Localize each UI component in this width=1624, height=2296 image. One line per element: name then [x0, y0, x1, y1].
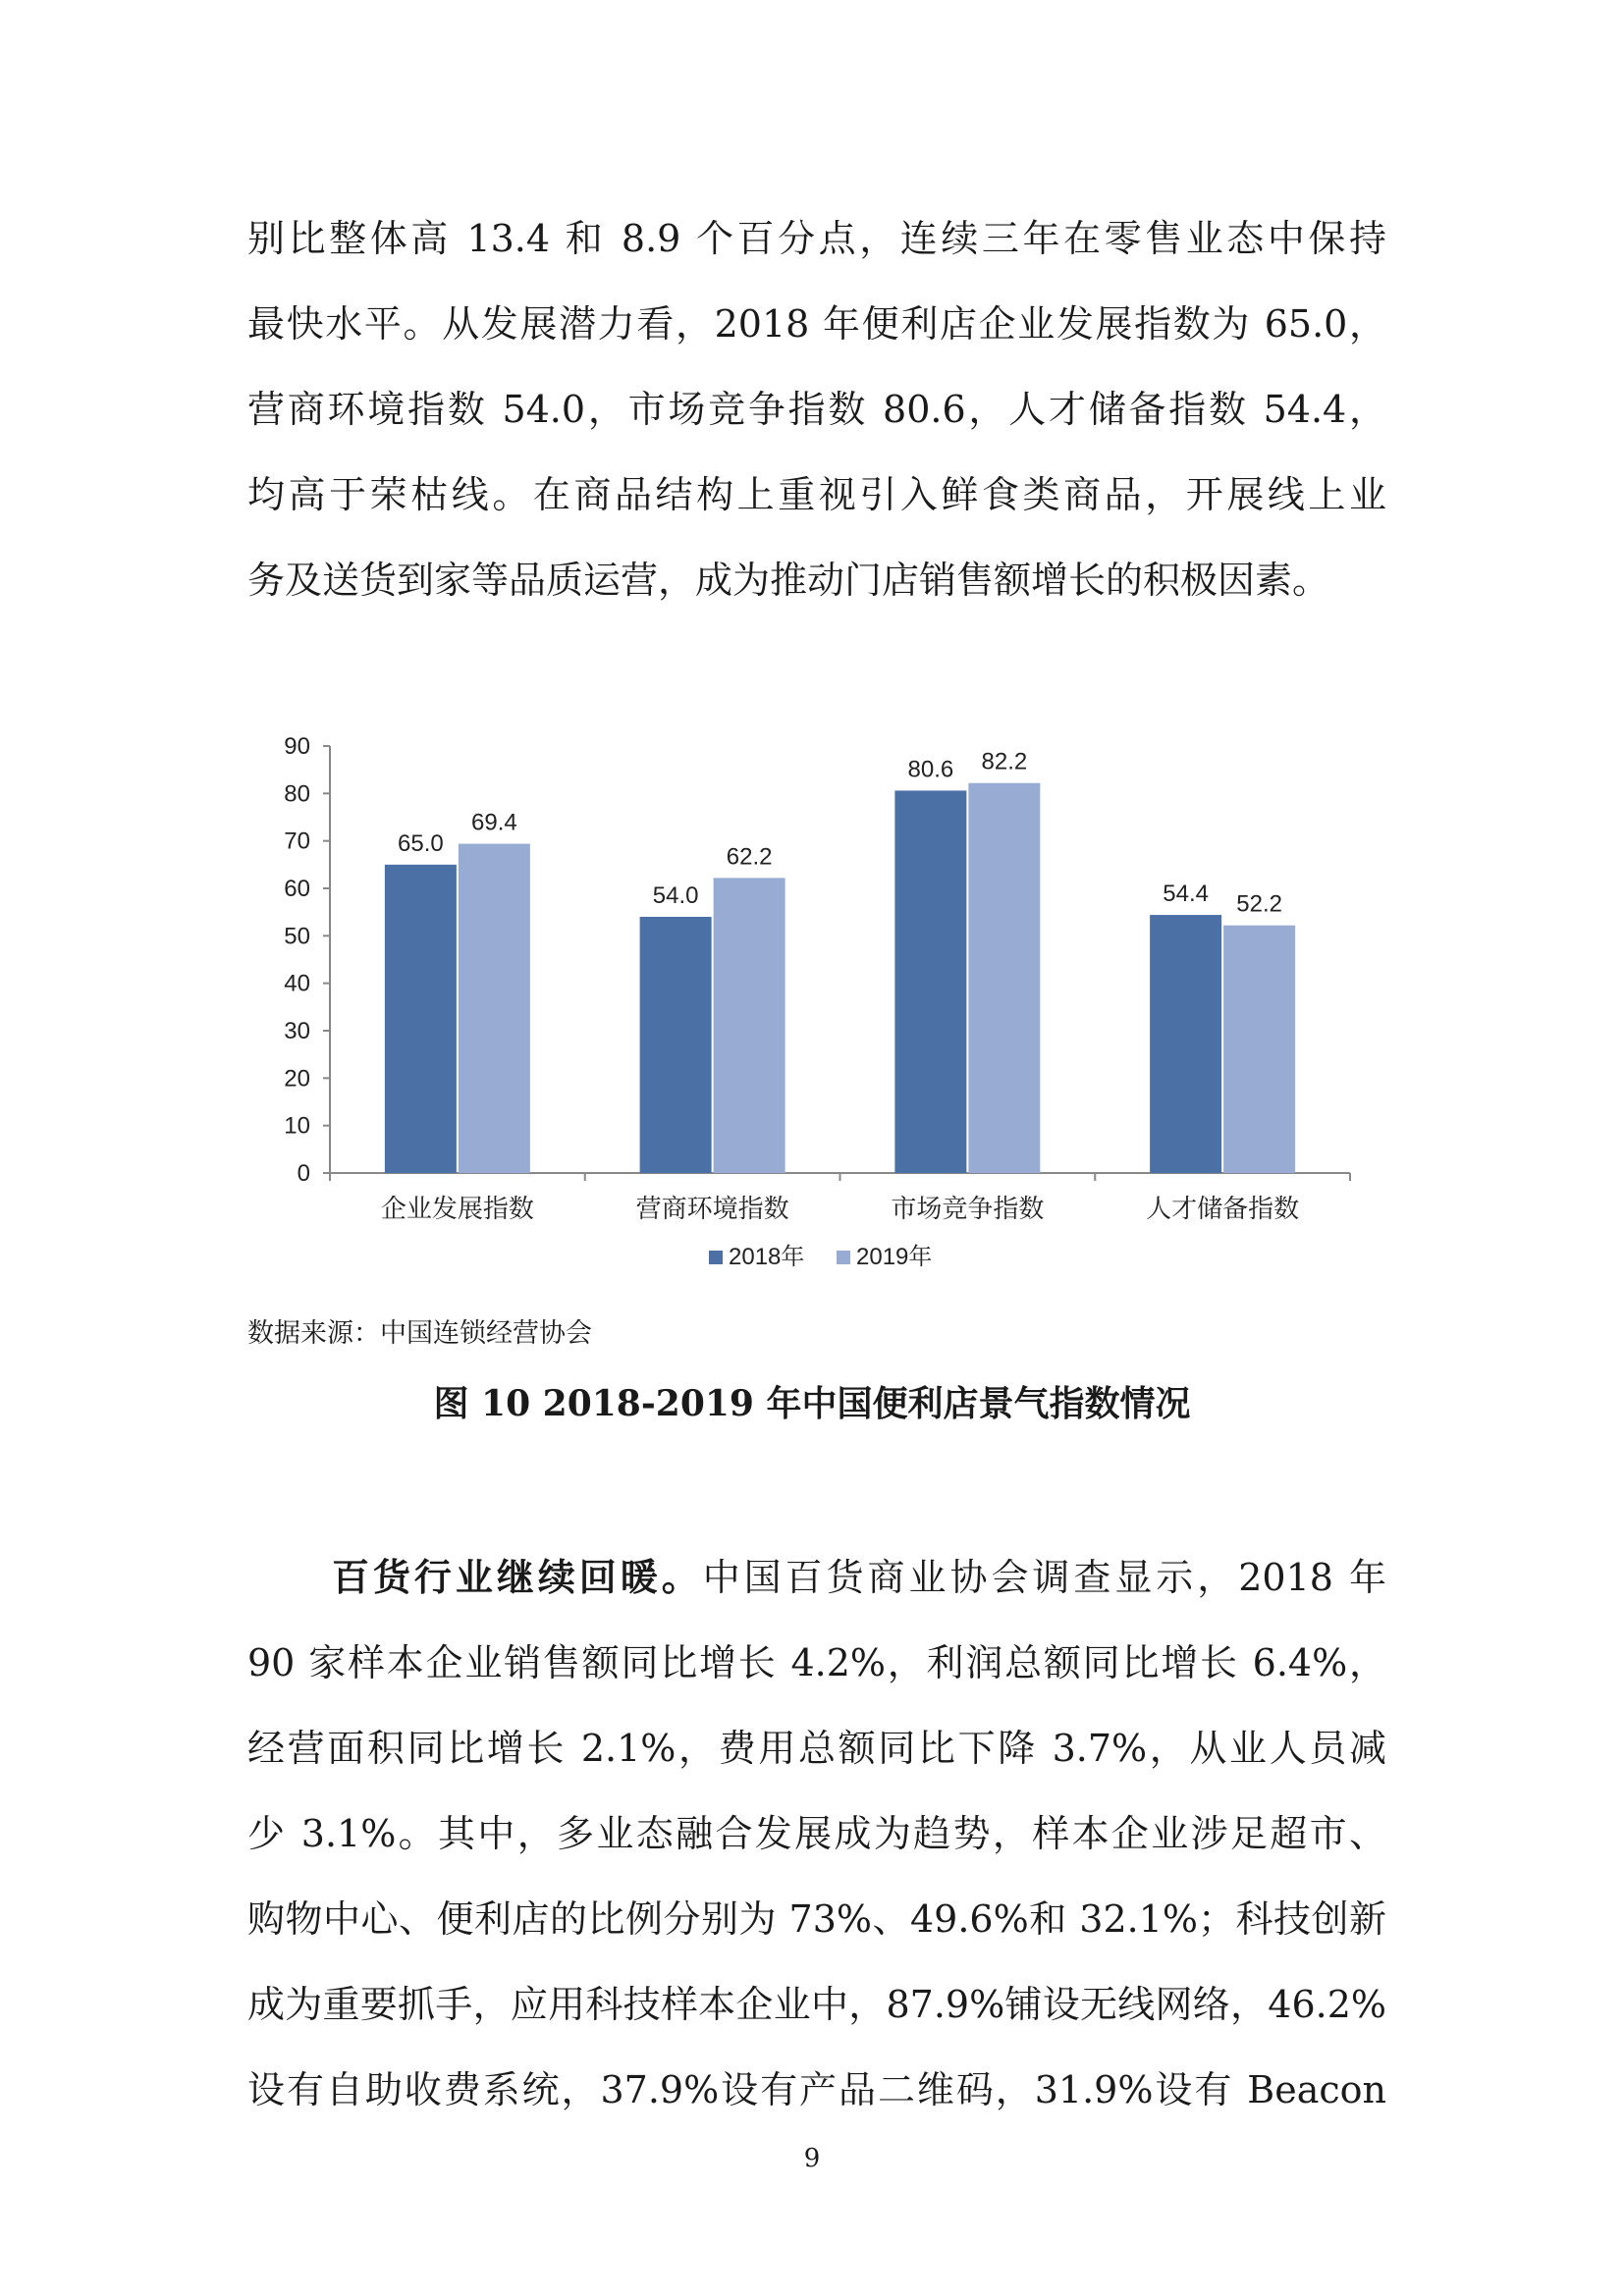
paragraph-line: 成为重要抓手，应用科技样本企业中，87.9%铺设无线网络，46.2%	[247, 1983, 1386, 2026]
data-label: 62.2	[726, 843, 773, 871]
bar	[714, 878, 785, 1173]
data-label: 80.6	[907, 756, 954, 783]
data-label: 54.4	[1163, 881, 1209, 908]
bar-chart	[245, 721, 1384, 1291]
legend-label: 2018年	[729, 1244, 805, 1270]
data-label: 69.4	[471, 809, 517, 836]
legend-swatch	[837, 1251, 850, 1264]
data-label: 54.0	[652, 882, 699, 909]
y-tick-label: 60	[284, 876, 310, 902]
paragraph-line: 务及送货到家等品质运营，成为推动门店销售额增长的积极因素。	[247, 559, 1330, 602]
figure-source: 数据来源：中国连锁经营协会	[247, 1318, 592, 1349]
paragraph-line: 营商环境指数 54.0，市场竞争指数 80.6，人才储备指数 54.4，	[247, 388, 1386, 431]
y-tick-label: 50	[284, 923, 310, 950]
data-label: 52.2	[1236, 890, 1282, 918]
bar	[1150, 915, 1221, 1173]
page-number: 9	[803, 2144, 821, 2173]
figure-caption: 图 10 2018-2019 年中国便利店景气指数情况	[433, 1383, 1191, 1424]
bar	[894, 790, 966, 1173]
paragraph-line: 最快水平。从发展潜力看，2018 年便利店企业发展指数为 65.0，	[247, 302, 1386, 346]
y-tick-label: 30	[284, 1018, 310, 1044]
paragraph-2	[247, 1534, 1386, 2133]
y-tick-label: 0	[297, 1160, 310, 1187]
paragraph-line-rest: 中国百货商业协会调查显示，2018 年	[702, 1556, 1386, 1599]
data-label: 65.0	[398, 829, 444, 857]
category-label: 营商环境指数	[635, 1194, 789, 1223]
bar	[968, 783, 1040, 1173]
bar	[459, 844, 530, 1173]
paragraph-line: 设有自助收费系统，37.9%设有产品二维码，31.9%设有 Beacon	[247, 2068, 1386, 2111]
bar	[385, 865, 457, 1173]
paragraph-line	[247, 1534, 1386, 1621]
category-label: 市场竞争指数	[891, 1194, 1045, 1223]
legend-swatch	[709, 1251, 723, 1264]
paragraph-1	[247, 196, 1386, 623]
paragraph-line: 购物中心、便利店的比例分别为 73%、49.6%和 32.1%；科技创新	[247, 1897, 1386, 1941]
paragraph-line: 少 3.1%。其中，多业态融合发展成为趋势，样本企业涉足超市、	[247, 1812, 1386, 1855]
paragraph-heading: 百货行业继续回暖。	[332, 1555, 703, 1599]
data-label: 82.2	[981, 748, 1028, 775]
category-label: 人才储备指数	[1146, 1194, 1300, 1223]
category-label: 企业发展指数	[380, 1194, 534, 1223]
y-tick-label: 70	[284, 828, 310, 855]
bar	[640, 917, 712, 1173]
paragraph-line: 别比整体高 13.4 和 8.9 个百分点，连续三年在零售业态中保持	[247, 217, 1386, 260]
y-tick-label: 40	[284, 970, 310, 997]
paragraph-line: 90 家样本企业销售额同比增长 4.2%，利润总额同比增长 6.4%，	[247, 1641, 1386, 1684]
y-tick-label: 20	[284, 1065, 310, 1093]
paragraph-line: 均高于荣枯线。在商品结构上重视引入鲜食类商品，开展线上业	[247, 473, 1386, 516]
y-tick-label: 80	[284, 780, 310, 808]
legend-label: 2019年	[856, 1244, 933, 1270]
y-tick-label: 10	[284, 1112, 310, 1140]
paragraph-line: 经营面积同比增长 2.1%，费用总额同比下降 3.7%，从业人员减	[247, 1727, 1386, 1770]
bar	[1223, 926, 1295, 1173]
y-tick-label: 90	[284, 733, 310, 760]
